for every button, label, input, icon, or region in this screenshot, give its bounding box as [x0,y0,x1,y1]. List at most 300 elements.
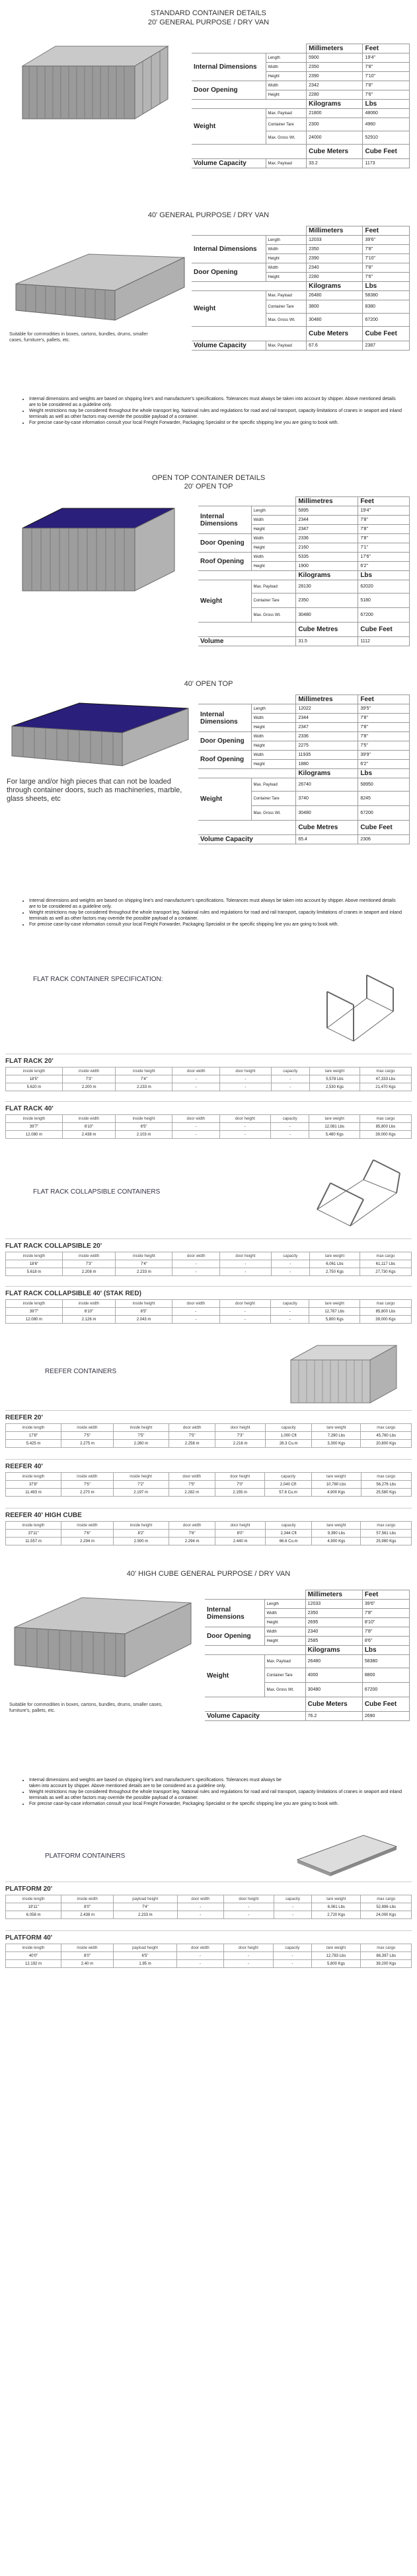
ot-20-spec-table [198,496,410,646]
width-mm: 2344 [296,714,358,723]
door-width-label: Width [251,732,296,741]
cell: 12.080 m [6,1131,63,1139]
cell: 2.197 m [113,1489,169,1497]
height-label: Height [266,72,307,81]
length-label: Length [264,1600,305,1609]
col-header: tare weight [311,1944,361,1952]
roof-label: Roof Opening [198,553,251,571]
cell: - [223,1952,274,1960]
cell: 2.40 m [61,1960,114,1968]
width-mm: 2350 [305,1609,362,1618]
length-mm: 5900 [307,53,363,63]
gross-kg: 24000 [307,131,363,145]
ot-40-note: For large and/or high pieces that can not be loaded through container doors, such as machineries, marble, glass sheets, etc [7,778,182,803]
tare-lbs: 8245 [358,792,410,806]
col-header: tare weight [311,1473,361,1481]
cell: 2.282 m [169,1489,215,1497]
door-height-ft: 7'6" [363,273,410,282]
col-cm: Cube Meters [305,1697,362,1712]
roof-width-mm: 11935 [296,751,358,760]
cell: - [220,1260,271,1268]
col-cm: Cube Meters [307,145,363,159]
col-header: inside length [6,1300,63,1308]
cell: 8'0" [215,1530,266,1538]
door-height-mm: 2275 [296,741,358,751]
cell: 17'8" [6,1432,61,1440]
door-label: Door Opening [198,732,251,751]
door-width-label: Width [264,1627,305,1637]
cell: 66.6 Cu.m [266,1538,312,1545]
gross-label: Max. Gross Wt. [264,1683,305,1697]
height-label: Height [266,254,307,263]
cell: 2.233 m [116,1083,172,1091]
col-cm: Cube Meters [307,327,363,341]
roof-label: Roof Opening [198,751,251,769]
rack-table-reefer20 [5,1423,412,1448]
cell: - [271,1260,310,1268]
cell: - [219,1131,270,1139]
cell: - [219,1316,270,1324]
int-dim-label: Internal Dimensions [198,506,251,534]
payload-lbs: 62020 [358,580,410,593]
col-header: door height [220,1252,271,1260]
int-dim-label: Internal Dimensions [192,236,266,263]
cell: - [177,1911,223,1919]
col-header: inside length [6,1252,63,1260]
hc-spec-table [205,1590,410,1721]
cell: 12.192 m [6,1960,61,1968]
weight-label: Weight [205,1655,264,1697]
collapsible-rack-image [311,1157,403,1229]
width-label: Width [251,516,296,525]
rack-table-fr40 [5,1114,412,1139]
cell: 2.294 m [61,1538,114,1545]
cell: 8'0" [61,1952,114,1960]
cell: 7'4" [116,1075,172,1083]
col-header: inside width [62,1252,115,1260]
vol-cm: 65.4 [296,835,358,844]
vol-cf: 2387 [363,341,410,351]
volume-label: Volume Capacity [192,341,266,351]
width-mm: 2344 [296,516,358,525]
col-cf: Cube Feet [363,327,410,341]
gross-lbs: 52910 [363,131,410,145]
cell: 2.440 m [215,1538,266,1545]
col-header: max cargo [361,1473,411,1481]
col-header: door width [172,1300,220,1308]
rack-title: PLATFORM 40' [5,1934,53,1942]
payload-lbs: 48060 [363,109,410,118]
ot-40-spec-table [198,695,410,844]
cell: - [172,1260,220,1268]
cell: - [223,1903,274,1911]
std-20-title: 20' GENERAL PURPOSE / DRY VAN [147,18,270,26]
col-lbs: Lbs [362,1646,409,1655]
height-label: Height [251,723,296,732]
payload-kg: 21800 [307,109,363,118]
cell: - [219,1308,270,1316]
cell: - [172,1123,220,1131]
rack-title: FLAT RACK 20' [5,1058,54,1065]
door-label: Door Opening [198,534,251,553]
int-dim-label: Internal Dimensions [198,704,251,732]
flat-rack-heading: FLAT RACK CONTAINER SPECIFICATION: [33,976,163,983]
cell: 7'5" [169,1432,215,1440]
col-kg: Kilograms [296,769,358,778]
payload-kg: 28130 [296,580,358,593]
door-width-mm: 2340 [307,263,363,273]
cell: 6'5" [113,1952,176,1960]
cell: 2.200 m [62,1083,115,1091]
cell: 18'5" [6,1075,63,1083]
width-ft: 7'8" [358,516,410,525]
tare-lbs: 4960 [363,118,410,131]
col-header: payload height [113,1944,176,1952]
cell: 7'6" [169,1530,215,1538]
col-header: inside length [6,1895,61,1903]
vol-cf: 2306 [358,835,410,844]
cell: - [274,1960,311,1968]
width-mm: 2350 [307,245,363,254]
col-header: inside length [6,1068,63,1075]
cell: 8'2" [113,1530,169,1538]
col-header: door height [223,1944,274,1952]
length-ft: 39'6" [362,1600,409,1609]
col-header: inside height [113,1522,169,1530]
payload-kg: 26480 [307,291,363,300]
col-lbs: Lbs [358,769,410,778]
cell: 7'5" [113,1432,169,1440]
col-kg: Kilograms [307,282,363,291]
col-header: max cargo [360,1300,411,1308]
col-header: tare weight [312,1522,361,1530]
length-ft: 39'5" [358,704,410,714]
payload-label: Max. Payload [251,778,296,792]
col-header: inside width [61,1895,114,1903]
height-ft: 7'8" [358,723,410,732]
cell: 28.3 Cu.m [266,1440,312,1448]
width-ft: 7'8" [363,245,410,254]
platform-heading: PLATFORM CONTAINERS [45,1852,126,1860]
payload-label: Max. Payload [264,1655,305,1668]
cell: - [219,1123,270,1131]
col-header: max cargo [361,1895,412,1903]
cell: 39,000 Kgs [360,1316,411,1324]
cell: 6'5" [116,1308,172,1316]
rack-title: REEFER 20' [5,1414,43,1421]
cell: - [270,1316,309,1324]
weight-label: Weight [192,291,266,327]
cell: 10,780 Lbs [311,1481,361,1489]
door-width-label: Width [251,534,296,543]
roof-height-mm: 1880 [296,760,358,769]
width-ft: 7'8" [362,1609,409,1618]
door-width-ft: 7'8" [362,1627,409,1637]
cell: 5.620 m [6,1083,63,1091]
std-40-title: 40' GENERAL PURPOSE / DRY VAN [147,211,270,219]
length-label: Length [266,236,307,245]
cell: 1.95 m [113,1960,176,1968]
col-ft: Feet [358,497,410,506]
open-top-20-image [9,498,188,597]
standard-title: STANDARD CONTAINER DETAILS [151,9,266,17]
door-width-label: Width [266,263,307,273]
cell: 7'6" [61,1530,114,1538]
col-mm: Millimeters [307,44,363,53]
cell: 12.080 m [6,1316,63,1324]
col-header: capacity [270,1300,309,1308]
door-height-label: Height [266,273,307,282]
cell: 12,081 Lbs [309,1123,360,1131]
gross-lbs: 67200 [362,1683,409,1697]
col-header: door height [215,1424,266,1432]
cell: - [223,1911,274,1919]
cell: 56,276 Lbs [361,1481,411,1489]
col-header: inside width [62,1300,115,1308]
rack-table-frc20 [5,1252,412,1276]
tare-lbs: 8800 [362,1668,409,1683]
cell: 12,783 Lbs [311,1952,361,1960]
vol-sub: Max. Payload [266,159,307,168]
vol-cm: 67.6 [307,341,363,351]
cell: - [274,1911,311,1919]
col-header: door height [223,1895,274,1903]
col-header: door width [172,1068,220,1075]
reefer-heading: REEFER CONTAINERS [45,1368,117,1375]
cell: 37'11" [6,1530,61,1538]
col-header: inside width [62,1068,115,1075]
cell: 5,578 Lbs [310,1075,360,1083]
cell: 2.258 m [169,1440,215,1448]
cell: 2,750 Kgs [310,1268,360,1276]
note-item: • Internal dimensions and weights are based on shipping line's and manufacturer's specifications. Tolerances must always be taken into account by shipper. Above mentioned details are to be considered as a guideline only. [29,396,403,408]
cell: 2.294 m [169,1538,215,1545]
cell: - [177,1903,223,1911]
vol-cf: 1173 [363,159,410,168]
door-height-label: Height [264,1637,305,1646]
col-header: capacity [274,1944,311,1952]
cell: - [271,1268,310,1276]
cell: 39'7" [6,1123,63,1131]
cell: 7'4" [114,1903,177,1911]
col-header: capacity [266,1522,312,1530]
std-40-spec-table [192,226,410,351]
col-header: inside length [6,1115,63,1123]
col-mm: Millimetres [296,497,358,506]
col-header: tare weight [309,1300,360,1308]
gross-label: Max. Gross Wt. [251,806,296,821]
col-header: inside height [113,1424,169,1432]
length-label: Length [266,53,307,63]
cell: - [274,1903,311,1911]
cell: - [177,1960,223,1968]
col-header: inside height [116,1115,172,1123]
col-header: tare weight [309,1115,360,1123]
flat-rack-collapsible-heading: FLAT RACK COLLAPSIBLE CONTAINERS [33,1188,161,1196]
vol-cf: 2690 [362,1712,409,1721]
col-header: inside length [6,1424,61,1432]
cell: 2.275 m [61,1440,114,1448]
cell: 20,800 Kgs [361,1440,412,1448]
length-mm: 12022 [296,704,358,714]
open-top-40-image [7,696,192,769]
cell: - [220,1268,271,1276]
cell: 4,900 Kgs [312,1538,361,1545]
col-header: inside width [62,1115,115,1123]
note-item: • Weight restrictions may be considered throughout the whole transport leg. National rules and regulations for road and rail transport, capacity limitations of cranes in seaport and inland terminals as well as other factors may override the possible payload of a container. [29,1789,403,1801]
cell: 11.493 m [6,1489,61,1497]
length-mm: 5895 [296,506,358,516]
col-header: door height [215,1473,265,1481]
width-label: Width [266,63,307,72]
cell: 2.260 m [113,1440,169,1448]
length-ft: 39'6" [363,236,410,245]
cell: 39'7" [6,1308,63,1316]
cell: 2,344 Cft [266,1530,312,1538]
tare-lbs: 5180 [358,593,410,608]
height-label: Height [251,525,296,534]
cell: 4,900 Kgs [311,1489,361,1497]
col-header: inside length [6,1944,61,1952]
col-header: payload height [114,1895,177,1903]
cell: 24,000 Kgs [361,1911,412,1919]
door-height-ft: 7'5" [358,741,410,751]
gross-lbs: 67200 [358,806,410,821]
col-ft: Feet [363,44,410,53]
col-ft: Feet [363,226,410,236]
tare-kg: 2350 [296,593,358,608]
std-notes [20,396,403,426]
cell: 2.216 m [215,1440,266,1448]
col-header: door width [169,1473,215,1481]
door-height-ft: 8'6" [362,1637,409,1646]
rack-table-reefer40 [5,1472,412,1497]
length-ft: 19'4" [363,53,410,63]
divider [5,1286,412,1287]
int-dim-label: Internal Dimensions [192,53,266,81]
cell: - [220,1075,271,1083]
col-kg: Kilograms [305,1646,362,1655]
col-header: capacity [265,1473,311,1481]
volume-label: Volume Capacity [198,835,296,844]
roof-width-ft: 17'6" [358,553,410,562]
col-ft: Feet [358,695,410,704]
col-header: capacity [271,1252,310,1260]
tare-label: Container Tare [251,593,296,608]
gross-kg: 30480 [296,806,358,821]
door-label: Door Opening [192,81,266,100]
height-ft: 8'10" [362,1618,409,1627]
cell: 6'10" [62,1123,115,1131]
cell: 2.208 m [62,1268,115,1276]
cell: 11.557 m [6,1538,61,1545]
height-ft: 7'10" [363,254,410,263]
door-width-mm: 2342 [307,81,363,90]
payload-kg: 26480 [305,1655,362,1668]
width-label: Width [266,245,307,254]
col-header: inside height [116,1300,172,1308]
col-header: max cargo [361,1944,412,1952]
cell: 2.126 m [62,1316,115,1324]
cell: 47,333 Lbs [360,1075,411,1083]
ot-40-title: 40' OPEN TOP [184,680,233,688]
cell: 86,397 Lbs [361,1952,412,1960]
cell: 5,480 Kgs [309,1131,360,1139]
col-header: max cargo [360,1115,411,1123]
cell: 7'5" [61,1432,114,1440]
cell: 6'10" [62,1308,115,1316]
col-cm: Cube Metres [296,821,358,835]
col-lbs: Lbs [358,571,410,580]
col-header: door width [169,1424,215,1432]
payload-lbs: 58380 [362,1655,409,1668]
col-ft: Feet [362,1590,409,1600]
std-20-spec-table [192,44,410,168]
gross-lbs: 67200 [358,608,410,623]
cell: 2,720 Kgs [312,1911,361,1919]
length-label: Length [251,704,296,714]
cell: 7'3" [62,1075,115,1083]
width-label: Width [264,1609,305,1618]
cell: 12,787 Lbs [309,1308,360,1316]
col-kg: Kilograms [307,100,363,109]
col-header: max cargo [361,1424,412,1432]
weight-label: Weight [198,580,251,623]
tare-kg: 3740 [296,792,358,806]
rack-title: FLAT RACK COLLAPSIBLE 20' [5,1242,102,1250]
col-mm: Millimeters [305,1590,362,1600]
cell: 7'4" [116,1260,172,1268]
cell: 7'3" [62,1260,115,1268]
col-header: door height [220,1068,271,1075]
rack-table-platform40 [5,1944,412,1968]
col-header: door height [215,1522,266,1530]
cell: 25,580 Kgs [361,1489,411,1497]
door-width-ft: 7'8" [363,81,410,90]
divider [5,1101,412,1102]
door-height-mm: 2280 [307,90,363,100]
door-height-mm: 2585 [305,1637,362,1646]
length-ft: 19'4" [358,506,410,516]
note-item: • For precise case-by-case information consult your local Freight Forwarder, Packaging Specialist or the specific shipping line you are going to book with. [29,922,403,928]
door-label: Door Opening [192,263,266,282]
door-height-mm: 2160 [296,543,358,553]
door-height-mm: 2280 [307,273,363,282]
roof-height-label: Height [251,562,296,571]
col-cf: Cube Feet [362,1697,409,1712]
cell: 5,800 Kgs [311,1960,361,1968]
col-header: capacity [270,1115,309,1123]
height-mm: 2695 [305,1618,362,1627]
vol-cf: 1112 [358,637,410,646]
cell: 5.425 m [6,1440,61,1448]
col-header: tare weight [312,1895,361,1903]
tare-kg: 4000 [305,1668,362,1683]
hc-title: 40' HIGH CUBE GENERAL PURPOSE / DRY VAN [126,1570,291,1578]
divider [5,1881,412,1882]
weight-label: Weight [192,109,266,145]
vol-sub: Max. Payload [266,341,307,351]
hc-notes [20,1777,403,1807]
col-header: capacity [274,1895,311,1903]
roof-width-label: Width [251,553,296,562]
col-header: inside width [61,1473,114,1481]
height-mm: 2347 [296,525,358,534]
col-header: inside width [61,1522,114,1530]
cell: 7'2" [113,1481,169,1489]
divider [5,1459,412,1460]
payload-lbs: 58380 [363,291,410,300]
